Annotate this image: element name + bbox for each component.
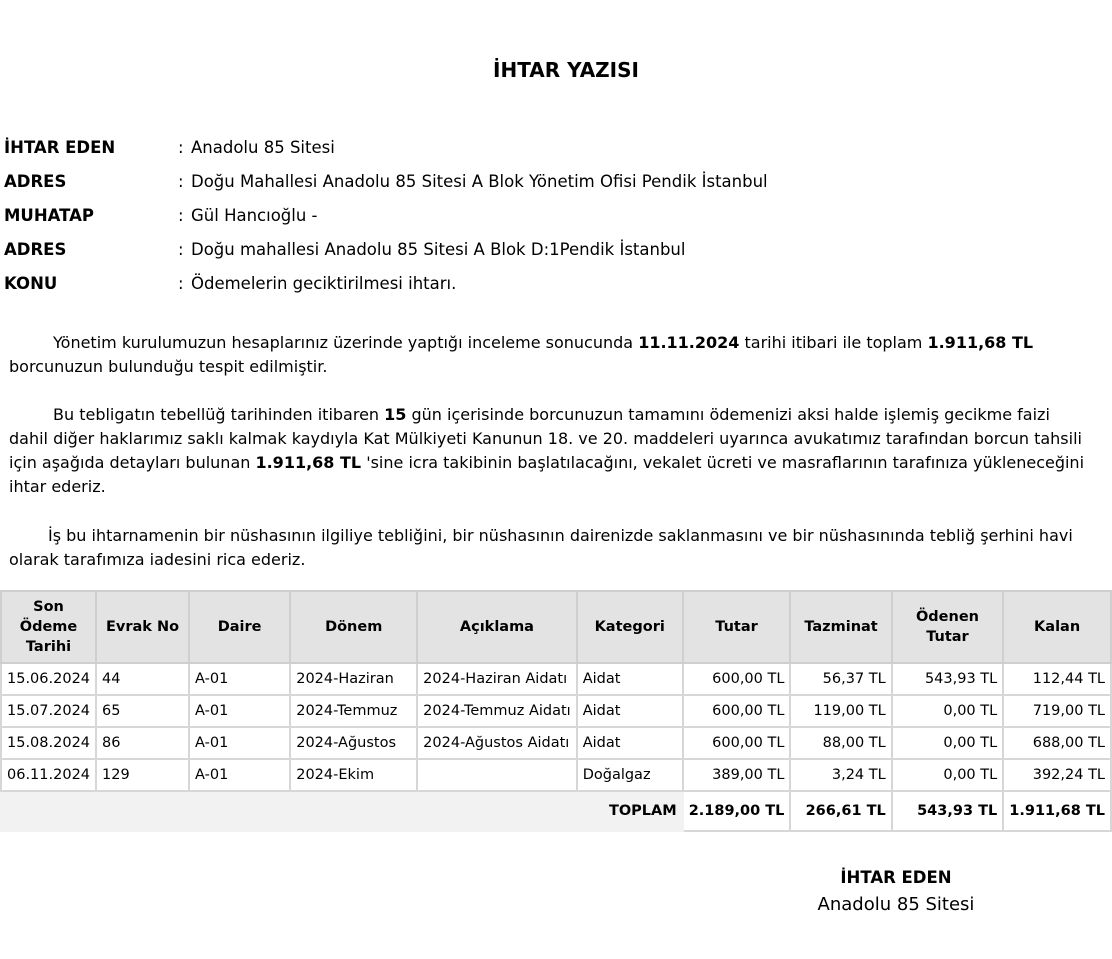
cell-paid: 543,93 TL [892,663,1004,695]
cell-period: 2024-Haziran [290,663,417,695]
cell-remaining: 112,44 TL [1003,663,1111,695]
signature-name: Anadolu 85 Sitesi [817,894,975,915]
cell-document-no: 129 [96,759,189,791]
total-remaining: 1.911,68 TL [1003,791,1111,831]
cell-category: Aidat [577,663,683,695]
cell-due-date: 15.08.2024 [1,727,96,759]
info-row-sender-address [4,164,768,198]
info-row-sender [4,130,768,164]
cell-paid: 0,00 TL [892,695,1004,727]
table-total-row [1,791,1111,831]
signature-block [780,868,1012,915]
info-row-recipient [4,198,768,232]
cell-due-date: 15.06.2024 [1,663,96,695]
cell-unit: A-01 [189,759,290,791]
debt-amount: 1.911,68 TL [927,333,1034,352]
cell-period: 2024-Ekim [290,759,417,791]
column-header: Tutar [683,591,791,663]
column-header: Dönem [290,591,417,663]
cell-description: 2024-Ağustos Aidatı [417,727,577,759]
column-header: Açıklama [417,591,577,663]
table-row [1,727,1111,759]
info-label: MUHATAP [4,205,94,225]
cell-paid: 0,00 TL [892,727,1004,759]
info-value: Gül Hancıoğlu - [191,205,318,225]
cell-amount: 389,00 TL [683,759,791,791]
info-value: Doğu Mahallesi Anadolu 85 Sitesi A Blok Yönetim Ofisi Pendik İstanbul [191,171,768,191]
info-value: Anadolu 85 Sitesi [191,137,335,157]
cell-compensation: 88,00 TL [790,727,891,759]
cell-unit: A-01 [189,663,290,695]
info-colon: : [178,273,184,293]
total-paid: 543,93 TL [892,791,1004,831]
info-label: ADRES [4,171,67,191]
table-header-row [1,591,1111,663]
cell-due-date: 06.11.2024 [1,759,96,791]
cell-paid: 0,00 TL [892,759,1004,791]
cell-period: 2024-Ağustos [290,727,417,759]
column-header: Evrak No [96,591,189,663]
cell-document-no: 86 [96,727,189,759]
cell-document-no: 44 [96,663,189,695]
cell-remaining: 392,24 TL [1003,759,1111,791]
total-label: TOPLAM [1,791,683,831]
paragraph-closing [9,524,1089,572]
cell-due-date: 15.07.2024 [1,695,96,727]
cell-category: Aidat [577,695,683,727]
header-info [4,130,768,300]
para-text: borcunuzun bulunduğu tespit edilmiştir. [9,357,328,376]
para-text: Yönetim kurulumuzun hesaplarınız üzerinde yaptığı inceleme sonucunda [53,333,639,352]
para-text: İş bu ihtarnamenin bir nüshasının ilgiliye tebliğini, bir nüshasının dairenizde saklanmasını ve bir nüshasınında tebliğ şerhini havi olarak tarafımıza iadesini rica ederiz. [9,526,1073,569]
info-value: Ödemelerin geciktirilmesi ihtarı. [191,273,457,293]
cell-remaining: 719,00 TL [1003,695,1111,727]
info-colon: : [178,205,184,225]
info-row-subject [4,266,768,300]
para-text: Bu tebligatın tebellüğ tarihinden itibaren [53,405,385,424]
para-text: gün içerisinde borcunuzun tamamını ödemenizi aksi halde işlemiş gecikme faizi dahil diğer haklarımız saklı kalmak kaydıyla Kat Mülkiyeti Kanunun 18. ve 20. maddeleri uyarınca avukatımız tarafından borcun tahsili için aşağıda detayları bulunan [9,405,1082,472]
info-colon: : [178,171,184,191]
info-value: Doğu mahallesi Anadolu 85 Sitesi A Blok D:1Pendik İstanbul [191,239,686,259]
cell-remaining: 688,00 TL [1003,727,1111,759]
column-header: Tazminat [790,591,891,663]
total-amount: 2.189,00 TL [683,791,791,831]
cell-compensation: 3,24 TL [790,759,891,791]
info-colon: : [178,239,184,259]
debt-amount: 1.911,68 TL [255,453,362,472]
cell-unit: A-01 [189,727,290,759]
cell-amount: 600,00 TL [683,727,791,759]
table-row [1,759,1111,791]
cell-unit: A-01 [189,695,290,727]
cell-amount: 600,00 TL [683,663,791,695]
cell-category: Doğalgaz [577,759,683,791]
debt-date: 11.11.2024 [638,333,740,352]
cell-description [417,759,577,791]
cell-category: Aidat [577,727,683,759]
column-header: Kategori [577,591,683,663]
deadline-days: 15 [384,405,407,424]
debt-table [0,590,1112,832]
info-label: İHTAR EDEN [4,137,116,157]
column-header: Son Ödeme Tarihi [1,591,96,663]
para-text: 'sine icra takibinin başlatılacağını, vekalet ücreti ve masraflarının tarafınıza yükleneceğini ihtar ederiz. [9,453,1085,496]
table-row [1,695,1111,727]
paragraph-warning [9,403,1089,499]
cell-amount: 600,00 TL [683,695,791,727]
signature-label: İHTAR EDEN [840,868,952,887]
info-label: KONU [4,273,58,293]
para-text: tarihi itibari ile toplam [739,333,928,352]
paragraph-debt-statement [9,331,1089,379]
cell-description: 2024-Haziran Aidatı [417,663,577,695]
total-compensation: 266,61 TL [790,791,891,831]
table-row [1,663,1111,695]
cell-compensation: 119,00 TL [790,695,891,727]
cell-compensation: 56,37 TL [790,663,891,695]
column-header: Ödenen Tutar [892,591,1004,663]
info-colon: : [178,137,184,157]
page-title: İHTAR YAZISI [493,58,639,82]
info-label: ADRES [4,239,67,259]
column-header: Daire [189,591,290,663]
info-row-recipient-address [4,232,768,266]
cell-period: 2024-Temmuz [290,695,417,727]
column-header: Kalan [1003,591,1111,663]
cell-description: 2024-Temmuz Aidatı [417,695,577,727]
cell-document-no: 65 [96,695,189,727]
